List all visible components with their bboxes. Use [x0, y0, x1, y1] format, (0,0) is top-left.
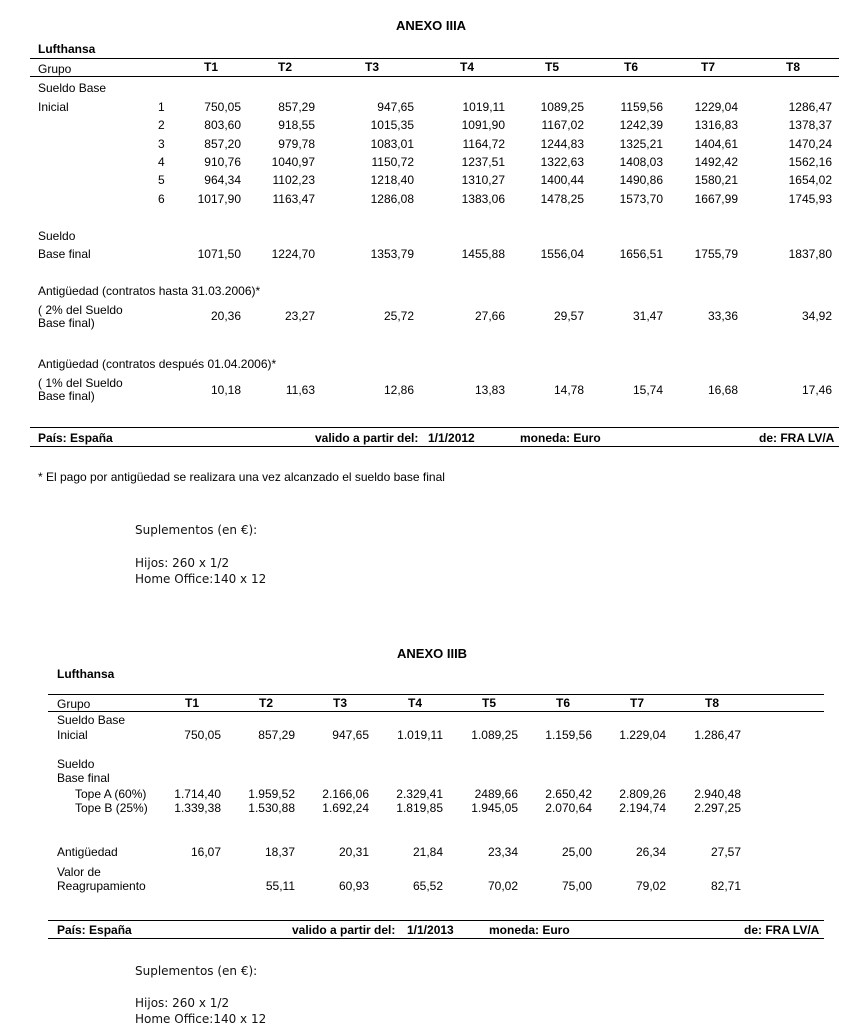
column-header: T1	[203, 60, 218, 74]
table-cell: 2.166,06	[322, 787, 369, 801]
table-cell: 1286,47	[788, 100, 832, 114]
table-cell: 34,92	[801, 309, 832, 323]
column-header: T6	[555, 696, 570, 710]
table-cell: 1164,72	[462, 137, 505, 151]
table-cell: 1242,39	[619, 118, 663, 132]
footer-pais: País: España	[57, 923, 132, 937]
table-cell: 17,46	[801, 383, 832, 397]
table-cell: 2.809,26	[619, 787, 666, 801]
column-header: T5	[481, 696, 496, 710]
step-number: 2	[158, 118, 165, 132]
table-cell: 1.945,05	[471, 801, 518, 815]
table-cell: 20,31	[338, 845, 369, 859]
divider	[48, 711, 824, 712]
table-cell: 964,34	[204, 173, 241, 187]
table-cell: 947,65	[332, 728, 369, 742]
step-number: 1	[158, 100, 165, 114]
divider	[48, 920, 824, 921]
valor-label-1: Valor de	[57, 865, 101, 879]
table-cell: 1404,61	[694, 137, 738, 151]
antig2-line1: ( 1% del Sueldo	[38, 376, 123, 390]
grupo-label: Grupo	[38, 62, 72, 76]
divider	[30, 446, 839, 447]
table-cell: 1322,63	[540, 155, 584, 169]
step-number: 5	[158, 173, 165, 187]
table-cell: 1478,25	[540, 192, 584, 206]
annex-b-title: ANEXO IIIB	[397, 646, 468, 661]
table-cell: 1040,97	[271, 155, 315, 169]
antig2-line2: Base final)	[38, 389, 95, 403]
table-cell: 2.650,42	[545, 787, 592, 801]
table-cell: 1.089,25	[471, 728, 518, 742]
table-cell: 2.194,74	[619, 801, 666, 815]
table-cell: 55,11	[265, 879, 295, 893]
table-cell: 857,29	[278, 100, 315, 114]
table-cell: 1102,23	[272, 173, 315, 187]
table-cell: 1745,93	[788, 192, 832, 206]
table-cell: 1383,06	[461, 192, 505, 206]
base-final-label: Base final	[38, 247, 91, 261]
supplements-home-office: Home Office:140 x 12	[135, 572, 267, 586]
table-cell: 1755,79	[694, 247, 738, 261]
table-cell: 29,57	[553, 309, 584, 323]
table-cell: 10,18	[210, 383, 241, 397]
table-cell: 1071,50	[197, 247, 241, 261]
antig1-line2: Base final)	[38, 316, 95, 330]
footer-moneda: moneda: Euro	[520, 431, 601, 445]
column-header: T2	[258, 696, 273, 710]
footnote: * El pago por antigüedad se realizara una vez alcanzado el sueldo base final	[38, 470, 445, 484]
divider	[30, 427, 839, 428]
inicial-label: Inicial	[57, 728, 88, 742]
table-cell: 1150,72	[371, 155, 414, 169]
annex-a-title: ANEXO IIIA	[396, 18, 467, 33]
table-cell: 31,47	[632, 309, 663, 323]
table-cell: 1378,37	[788, 118, 832, 132]
column-header: T3	[332, 696, 347, 710]
column-header: T2	[277, 60, 292, 74]
divider	[30, 58, 839, 59]
column-header: T7	[700, 60, 715, 74]
annex-a-company: Lufthansa	[38, 42, 96, 56]
table-cell: 750,05	[184, 728, 221, 742]
table-cell: 79,02	[635, 879, 666, 893]
divider	[30, 76, 839, 77]
annex-b-company: Lufthansa	[57, 667, 115, 681]
tope-b-label: Tope B (25%)	[75, 801, 148, 815]
grupo-label: Grupo	[57, 697, 91, 711]
step-number: 6	[158, 192, 165, 206]
table-cell: 1316,83	[694, 118, 738, 132]
table-cell: 15,74	[632, 383, 663, 397]
table-cell: 18,37	[264, 845, 295, 859]
footer-de: de: FRA LV/A	[759, 431, 835, 445]
table-cell: 1083,01	[370, 137, 414, 151]
table-cell: 2.940,48	[694, 787, 741, 801]
column-header: T4	[459, 60, 474, 74]
column-header: T6	[623, 60, 638, 74]
table-cell: 947,65	[377, 100, 414, 114]
table-cell: 1470,24	[788, 137, 832, 151]
table-cell: 1.159,56	[545, 728, 592, 742]
table-cell: 1.714,40	[174, 787, 221, 801]
table-cell: 65,52	[412, 879, 443, 893]
table-cell: 14,78	[553, 383, 584, 397]
table-cell: 82,71	[710, 879, 741, 893]
tope-a-label: Tope A (60%)	[75, 787, 147, 801]
table-cell: 1.530,88	[248, 801, 295, 815]
table-cell: 1310,27	[461, 173, 505, 187]
table-cell: 1224,70	[271, 247, 315, 261]
table-cell: 75,00	[561, 879, 592, 893]
table-cell: 1556,04	[540, 247, 584, 261]
table-cell: 1.339,38	[174, 801, 221, 815]
table-cell: 1325,21	[619, 137, 663, 151]
table-cell: 1229,04	[694, 100, 738, 114]
table-cell: 16,07	[190, 845, 221, 859]
supplements-hijos: Hijos: 260 x 1/2	[135, 996, 230, 1010]
table-cell: 1019,11	[462, 100, 505, 114]
step-number: 3	[158, 137, 165, 151]
table-cell: 1837,80	[788, 247, 832, 261]
base-final-label: Base final	[57, 771, 110, 785]
column-header: T8	[704, 696, 719, 710]
table-cell: 1562,16	[788, 155, 832, 169]
table-cell: 27,66	[474, 309, 505, 323]
table-cell: 1017,90	[197, 192, 241, 206]
footer-valido-date: 1/1/2013	[407, 923, 454, 937]
column-header: T8	[785, 60, 800, 74]
sueldo-base-label: Sueldo Base	[57, 713, 126, 727]
table-cell: 16,68	[707, 383, 738, 397]
table-cell: 1218,40	[370, 173, 414, 187]
table-cell: 750,05	[204, 100, 241, 114]
divider	[48, 694, 824, 695]
table-cell: 25,72	[383, 309, 414, 323]
table-cell: 60,93	[338, 879, 369, 893]
footer-pais: País: España	[38, 431, 113, 445]
table-cell: 1167,02	[541, 118, 584, 132]
supplements-heading: Suplementos (en €):	[135, 523, 258, 537]
table-cell: 1.019,11	[397, 728, 443, 742]
table-cell: 1.819,85	[396, 801, 443, 815]
table-cell: 918,55	[278, 118, 315, 132]
table-cell: 1353,79	[370, 247, 414, 261]
supplements-hijos: Hijos: 260 x 1/2	[135, 556, 230, 570]
table-cell: 857,29	[258, 728, 295, 742]
column-header: T3	[364, 60, 379, 74]
column-header: T7	[629, 696, 644, 710]
column-header: T4	[407, 696, 422, 710]
table-cell: 33,36	[707, 309, 738, 323]
table-cell: 25,00	[561, 845, 592, 859]
footer-moneda: moneda: Euro	[489, 923, 570, 937]
table-cell: 26,34	[635, 845, 666, 859]
table-cell: 2.297,25	[694, 801, 741, 815]
sueldo-label: Sueldo	[38, 229, 76, 243]
table-cell: 70,02	[487, 879, 518, 893]
table-cell: 1656,51	[619, 247, 663, 261]
table-cell: 1089,25	[540, 100, 584, 114]
antig2-heading: Antigüedad (contratos después 01.04.2006)*	[38, 357, 277, 371]
column-header: T5	[544, 60, 559, 74]
table-cell: 1.286,47	[694, 728, 741, 742]
table-cell: 1654,02	[788, 173, 832, 187]
table-cell: 1667,99	[694, 192, 738, 206]
table-cell: 13,83	[474, 383, 505, 397]
table-cell: 11,63	[285, 383, 315, 397]
table-cell: 2.329,41	[396, 787, 443, 801]
table-cell: 1573,70	[619, 192, 663, 206]
valor-label-2: Reagrupamiento	[57, 879, 146, 893]
table-cell: 1455,88	[461, 247, 505, 261]
table-cell: 21,84	[412, 845, 443, 859]
table-cell: 2.070,64	[545, 801, 592, 815]
table-cell: 803,60	[204, 118, 241, 132]
table-cell: 23,34	[487, 845, 518, 859]
footer-valido-date: 1/1/2012	[428, 431, 475, 445]
table-cell: 857,20	[204, 137, 241, 151]
sueldo-base-label: Sueldo Base	[38, 81, 107, 95]
table-cell: 1159,56	[620, 100, 663, 114]
table-cell: 20,36	[210, 309, 241, 323]
supplements-home-office: Home Office:140 x 12	[135, 1012, 267, 1026]
table-cell: 1.959,52	[248, 787, 295, 801]
step-number: 4	[158, 155, 165, 169]
divider	[48, 938, 824, 939]
antig1-heading: Antigüedad (contratos hasta 31.03.2006)*	[38, 284, 261, 298]
footer-de: de: FRA LV/A	[744, 923, 820, 937]
table-cell: 1244,83	[540, 137, 584, 151]
footer-valido-label: valido a partir del:	[292, 923, 396, 937]
table-cell: 1580,21	[694, 173, 738, 187]
table-cell: 1237,51	[461, 155, 505, 169]
antig1-line1: ( 2% del Sueldo	[38, 303, 123, 317]
table-cell: 12,86	[383, 383, 414, 397]
table-cell: 1286,08	[370, 192, 414, 206]
table-cell: 1492,42	[694, 155, 738, 169]
table-cell: 1.229,04	[619, 728, 666, 742]
table-cell: 2489,66	[474, 787, 518, 801]
table-cell: 979,78	[278, 137, 315, 151]
table-cell: 23,27	[284, 309, 315, 323]
table-cell: 1408,03	[619, 155, 663, 169]
table-cell: 1490,86	[619, 173, 663, 187]
footer-valido-label: valido a partir del:	[315, 431, 419, 445]
table-cell: 1015,35	[370, 118, 414, 132]
table-cell: 27,57	[710, 845, 741, 859]
inicial-label: Inicial	[38, 100, 69, 114]
table-cell: 1163,47	[272, 192, 315, 206]
table-cell: 1400,44	[540, 173, 584, 187]
supplements-heading: Suplementos (en €):	[135, 964, 258, 978]
antig-label: Antigüedad	[57, 845, 118, 859]
sueldo-label: Sueldo	[57, 757, 95, 771]
column-header: T1	[184, 696, 199, 710]
table-cell: 910,76	[204, 155, 241, 169]
table-cell: 1.692,24	[322, 801, 369, 815]
table-cell: 1091,90	[461, 118, 505, 132]
